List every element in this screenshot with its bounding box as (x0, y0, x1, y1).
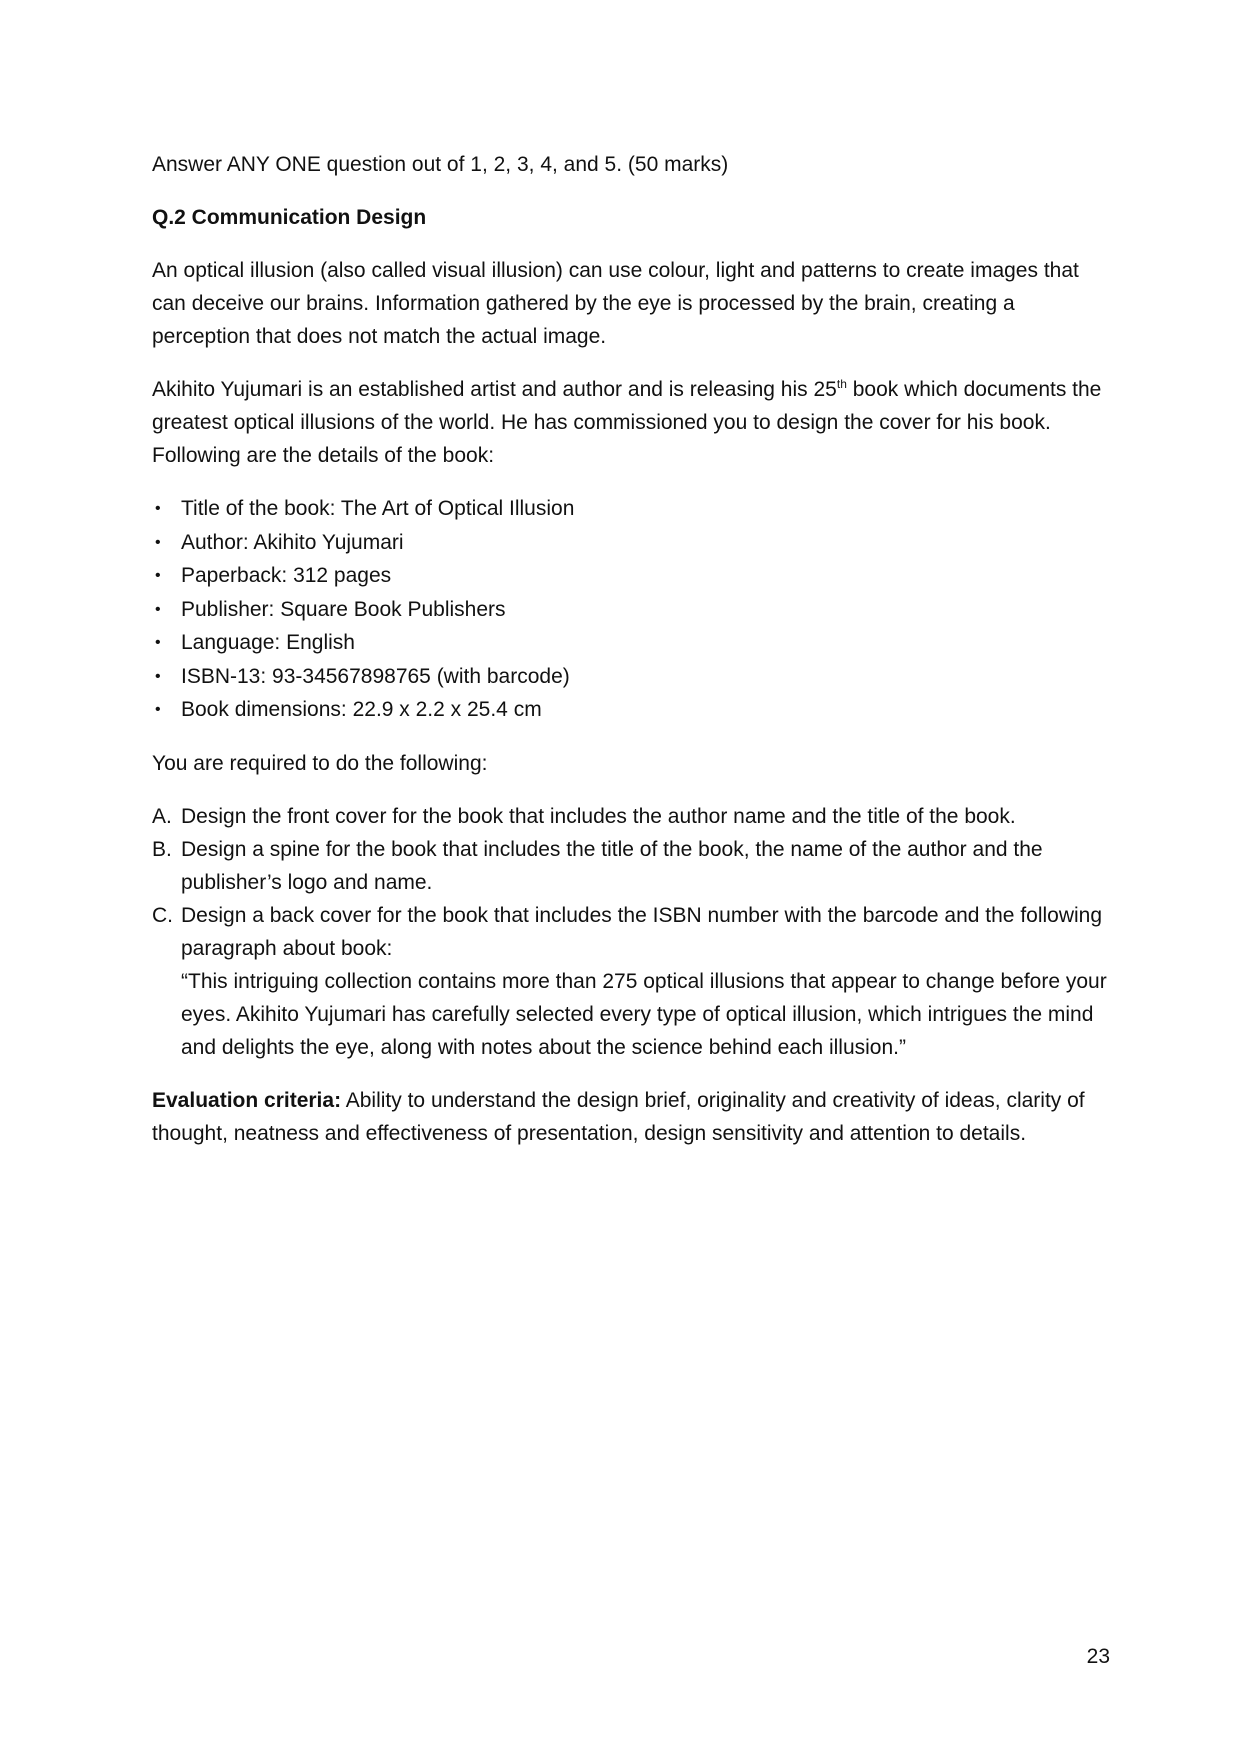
list-item-text: Publisher: Square Book Publishers (181, 597, 506, 621)
brief-text-part2: book which documents the greatest optical illusions of the world. He has commissioned you to design the cover for his book. Following are the details of the book: (152, 378, 1102, 467)
task-text: Design the front cover for the book that includes the author name and the title of the book. (181, 804, 1016, 828)
evaluation-label: Evaluation criteria: (152, 1088, 342, 1112)
list-item (152, 593, 1110, 627)
bullet-icon: • (155, 567, 161, 584)
bullet-icon: • (155, 701, 161, 718)
bullet-icon: • (155, 533, 161, 551)
task-item-c (152, 899, 1110, 1064)
list-item-text: Language: English (181, 631, 355, 654)
brief-paragraph (152, 373, 1110, 472)
evaluation-paragraph (152, 1084, 1110, 1150)
instruction-text: Answer ANY ONE question out of 1, 2, 3, 4, and 5. (50 marks) (152, 153, 729, 176)
brief-superscript: th (836, 377, 847, 391)
list-item (152, 559, 1110, 593)
bullet-icon: • (155, 500, 161, 517)
task-item-a (152, 800, 1110, 833)
task-text: Design a spine for the book that includes the title of the book, the name of the author and the publisher’s logo and name. (181, 837, 1043, 894)
list-item-text: Author: Akihito Yujumari (181, 530, 404, 554)
bullet-icon: • (155, 667, 161, 685)
task-text: Design a back cover for the book that includes the ISBN number with the barcode and the following paragraph about book: (181, 903, 1103, 960)
brief-text-part1: Akihito Yujumari is an established artist and author and is releasing his 25 (152, 378, 837, 401)
list-item-text: Paperback: 312 pages (181, 564, 392, 587)
task-marker: C. (152, 903, 173, 927)
list-item (152, 492, 1110, 526)
required-intro: You are required to do the following: (152, 751, 488, 775)
task-item-b (152, 833, 1110, 899)
task-list (152, 800, 1110, 1064)
list-item (152, 660, 1110, 694)
book-details-list (152, 492, 1110, 727)
question-heading: Q.2 Communication Design (152, 206, 427, 229)
list-item-text: ISBN-13: 93-34567898765 (with barcode) (181, 664, 570, 688)
task-marker: A. (152, 804, 172, 828)
bullet-icon: • (155, 600, 161, 618)
task-marker: B. (152, 837, 172, 861)
list-item (152, 526, 1110, 560)
list-item-text: Book dimensions: 22.9 x 2.2 x 25.4 cm (181, 698, 542, 721)
list-item (152, 693, 1110, 727)
page-content (152, 148, 1110, 1150)
evaluation-text: Ability to understand the design brief, originality and creativity of ideas, clarity of thought, neatness and effectiveness of presentation, design sensitivity and attention to details. (152, 1088, 1085, 1145)
list-item (152, 626, 1110, 660)
list-item-text: Title of the book: The Art of Optical Illusion (181, 497, 575, 520)
back-cover-quote: “This intriguing collection contains more than 275 optical illusions that appear to change before your eyes. Akihito Yujumari has carefully selected every type of optical illusion, which intrigues the mind and delights the eye, along with notes about the science behind each illusion.” (181, 969, 1107, 1059)
page-number: 23 (1086, 1645, 1110, 1668)
intro-paragraph: An optical illusion (also called visual illusion) can use colour, light and patterns to create images that can deceive our brains. Information gathered by the eye is processed by the brain, creating a perception that does not match the actual image. (152, 259, 1079, 348)
bullet-icon: • (155, 634, 161, 651)
